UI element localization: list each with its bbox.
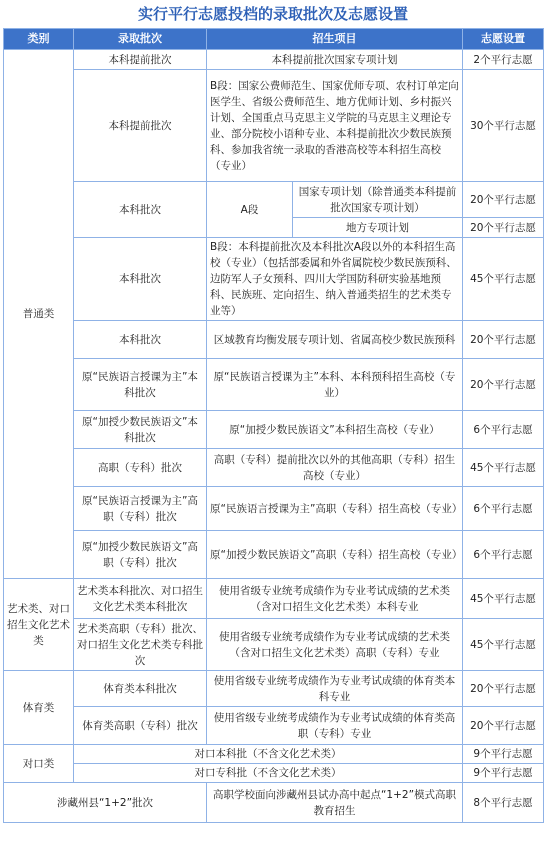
table-row	[4, 50, 544, 70]
setting-cell: 20个平行志愿	[463, 182, 544, 218]
batch-cell: 高职（专科）批次	[74, 449, 207, 487]
setting-cell: 20个平行志愿	[463, 707, 544, 745]
batch-cell: 本科批次	[74, 321, 207, 359]
project-cell: 使用省级专业统考成绩作为专业考试成绩的艺术类（含对口招生文化艺术类）本科专业	[207, 579, 463, 619]
table-row	[4, 764, 544, 783]
table-row	[4, 487, 544, 531]
table-row	[4, 783, 544, 823]
setting-cell: 8个平行志愿	[463, 783, 544, 823]
batch-cell: 本科批次	[74, 182, 207, 238]
project-cell: 使用省级专业统考成绩作为专业考试成绩的艺术类（含对口招生文化艺术类）高职（专科）专业	[207, 619, 463, 671]
segment-cell: A段	[207, 182, 293, 238]
table-row	[4, 411, 544, 449]
table-row	[4, 579, 544, 619]
table-header-row	[4, 29, 544, 50]
project-cell: 地方专项计划	[293, 218, 463, 238]
batch-cell: 体育类高职（专科）批次	[74, 707, 207, 745]
project-cell: 原“民族语言授课为主”高职（专科）招生高校（专业）	[207, 487, 463, 531]
project-cell: 原“加授少数民族语文”高职（专科）招生高校（专业）	[207, 531, 463, 579]
batch-cell: 本科批次	[74, 238, 207, 321]
setting-cell: 6个平行志愿	[463, 531, 544, 579]
project-cell: 原“加授少数民族语文”本科招生高校（专业）	[207, 411, 463, 449]
project-cell: 使用省级专业统考成绩作为专业考试成绩的体育类高职（专科）专业	[207, 707, 463, 745]
table-row	[4, 671, 544, 707]
admission-table	[3, 28, 544, 823]
setting-cell: 20个平行志愿	[463, 671, 544, 707]
setting-cell: 30个平行志愿	[463, 70, 544, 182]
setting-cell: 45个平行志愿	[463, 238, 544, 321]
batch-cell: 原“加授少数民族语文”高职（专科）批次	[74, 531, 207, 579]
project-cell: 对口专科批（不含文化艺术类）	[74, 764, 463, 783]
project-cell: 国家专项计划（除普通类本科提前批次国家专项计划）	[293, 182, 463, 218]
setting-cell: 45个平行志愿	[463, 619, 544, 671]
project-cell: 高职（专科）提前批次以外的其他高职（专科）招生高校（专业）	[207, 449, 463, 487]
project-cell: B段：本科提前批次及本科批次A段以外的本科招生高校（专业）（包括部委属和外省属院校少数民族预科、边防军人子女预科、四川大学国防科研实验基地预科、民族班、定向招生、纳入普通类招生的艺术类专业等）	[207, 238, 463, 321]
setting-cell: 9个平行志愿	[463, 764, 544, 783]
batch-cell: 原“加授少数民族语文”本科批次	[74, 411, 207, 449]
project-cell: B段：国家公费师范生、国家优师专项、农村订单定向医学生、省级公费师范生、地方优师计划、乡村振兴计划、全国重点马克思主义学院的马克思主义理论专业、部分院校小语种专业、本科提前批次少数民族预科、参加我省统一录取的香港高校等本科招生高校（专业）	[207, 70, 463, 182]
setting-cell: 20个平行志愿	[463, 359, 544, 411]
setting-cell: 6个平行志愿	[463, 411, 544, 449]
setting-cell: 20个平行志愿	[463, 321, 544, 359]
table-row	[4, 449, 544, 487]
project-cell: 区域教育均衡发展专项计划、省属高校少数民族预科	[207, 321, 463, 359]
table-row	[4, 707, 544, 745]
batch-cell: 本科提前批次	[74, 50, 207, 70]
setting-cell: 20个平行志愿	[463, 218, 544, 238]
table-row	[4, 182, 544, 218]
category-cell: 体育类	[4, 671, 74, 745]
category-cell: 艺术类、对口招生文化艺术类	[4, 579, 74, 671]
project-cell: 对口本科批（不含文化艺术类）	[74, 745, 463, 764]
table-row	[4, 745, 544, 764]
header-setting: 志愿设置	[463, 29, 544, 50]
batch-cell: 艺术类高职（专科）批次、对口招生文化艺术类专科批次	[74, 619, 207, 671]
table-row	[4, 238, 544, 321]
batch-cell: 本科提前批次	[74, 70, 207, 182]
category-cell: 涉藏州县“1+2”批次	[4, 783, 207, 823]
category-cell: 对口类	[4, 745, 74, 783]
table-row	[4, 359, 544, 411]
batch-cell: 艺术类本科批次、对口招生文化艺术类本科批次	[74, 579, 207, 619]
project-cell: 使用省级专业统考成绩作为专业考试成绩的体育类本科专业	[207, 671, 463, 707]
setting-cell: 45个平行志愿	[463, 579, 544, 619]
setting-cell: 45个平行志愿	[463, 449, 544, 487]
project-cell: 原“民族语言授课为主”本科、本科预科招生高校（专业）	[207, 359, 463, 411]
header-category: 类别	[4, 29, 74, 50]
setting-cell: 9个平行志愿	[463, 745, 544, 764]
table-row	[4, 321, 544, 359]
header-batch: 录取批次	[74, 29, 207, 50]
table-row	[4, 619, 544, 671]
project-cell: 本科提前批次国家专项计划	[207, 50, 463, 70]
page-title: 实行平行志愿投档的录取批次及志愿设置	[137, 5, 408, 23]
batch-cell: 原“民族语言授课为主”高职（专科）批次	[74, 487, 207, 531]
header-project: 招生项目	[207, 29, 463, 50]
batch-cell: 体育类本科批次	[74, 671, 207, 707]
table-row	[4, 70, 544, 182]
category-cell: 普通类	[4, 50, 74, 579]
table-row	[4, 531, 544, 579]
setting-cell: 2个平行志愿	[463, 50, 544, 70]
project-cell: 高职学校面向涉藏州县试办高中起点“1+2”模式高职教育招生	[207, 783, 463, 823]
batch-cell: 原“民族语言授课为主”本科批次	[74, 359, 207, 411]
setting-cell: 6个平行志愿	[463, 487, 544, 531]
